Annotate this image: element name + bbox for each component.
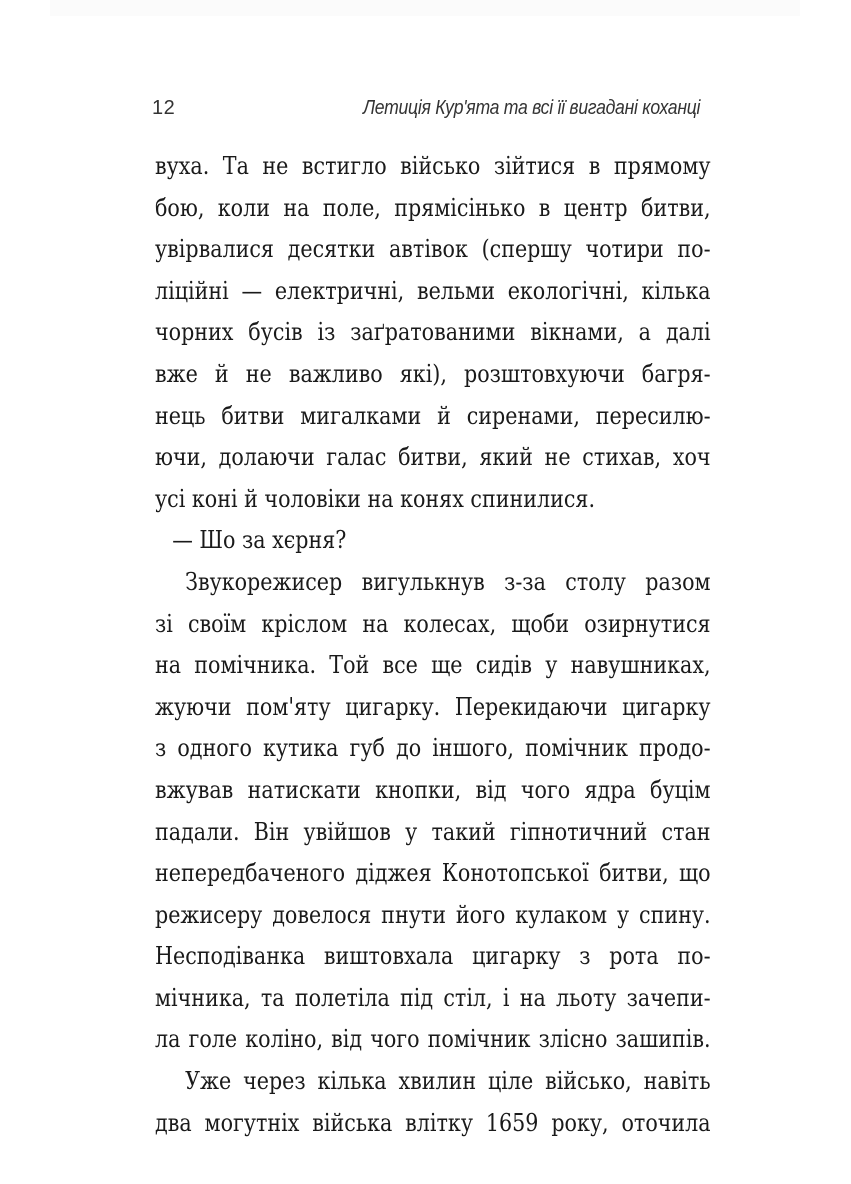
text-line: нець битви мигалками й сиренами, пересилю-	[155, 401, 711, 430]
text-line: два могутніх війська влітку 1659 року, оточила	[155, 1108, 711, 1137]
text-line: чорних бусів із заґратованими вікнами, а далі	[155, 318, 711, 347]
text-line: з одного кутика губ до іншого, помічник продо-	[155, 734, 711, 763]
page-number: 12	[152, 97, 176, 119]
text-line: вже й не важливо які), розштовхуючи багря-	[155, 359, 711, 388]
text-line: режисеру довелося пнути його кулаком у спину.	[155, 900, 711, 929]
text-line: зі своїм кріслом на колесах, щоби озирнутися	[155, 609, 711, 638]
text-line-paragraph-end: усі коні й чоловіки на конях спинилися.	[155, 484, 596, 513]
text-line: мічника, та полетіла під стіл, і на льоту зачепи-	[155, 983, 711, 1012]
text-line: ючи, долаючи галас битви, який не стихав, хоч	[155, 443, 711, 472]
body-text	[155, 146, 711, 1144]
text-line: ліційні — електричні, вельми екологічні, кілька	[155, 276, 711, 305]
dialogue-line: — Шо за хєрня?	[172, 526, 347, 555]
text-line: падали. Він увійшов у такий гіпнотичний стан	[155, 817, 711, 846]
text-line: увірвалися десятки автівок (спершу чотири по-	[155, 235, 711, 264]
text-line: вуха. Та не встигло військо зійтися в прямому	[155, 152, 711, 180]
text-line: непередбаченого діджея Конотопської битви, що	[155, 859, 711, 888]
text-line: Несподіванка виштовхала цигарку з рота по-	[155, 942, 711, 971]
book-title: Летиція Кур'ята та всі її вигадані коханці	[362, 97, 700, 119]
text-line-paragraph-start: Звукорежисер вигулькнув з-за столу разом	[185, 567, 711, 596]
text-line: ла голе коліно, від чого помічник злісно зашипів.	[155, 1025, 711, 1054]
text-line: вжував натискати кнопки, від чого ядра буцім	[155, 775, 711, 804]
text-line: на помічника. Той все ще сидів у навушниках,	[155, 651, 711, 680]
running-head	[152, 92, 700, 124]
text-line: бою, коли на поле, прямісінько в центр битви,	[155, 193, 711, 222]
text-line-paragraph-start: Уже через кілька хвилин ціле військо, навіть	[185, 1067, 711, 1096]
text-line: жуючи пом'яту цигарку. Перекидаючи цигарку	[155, 692, 711, 721]
